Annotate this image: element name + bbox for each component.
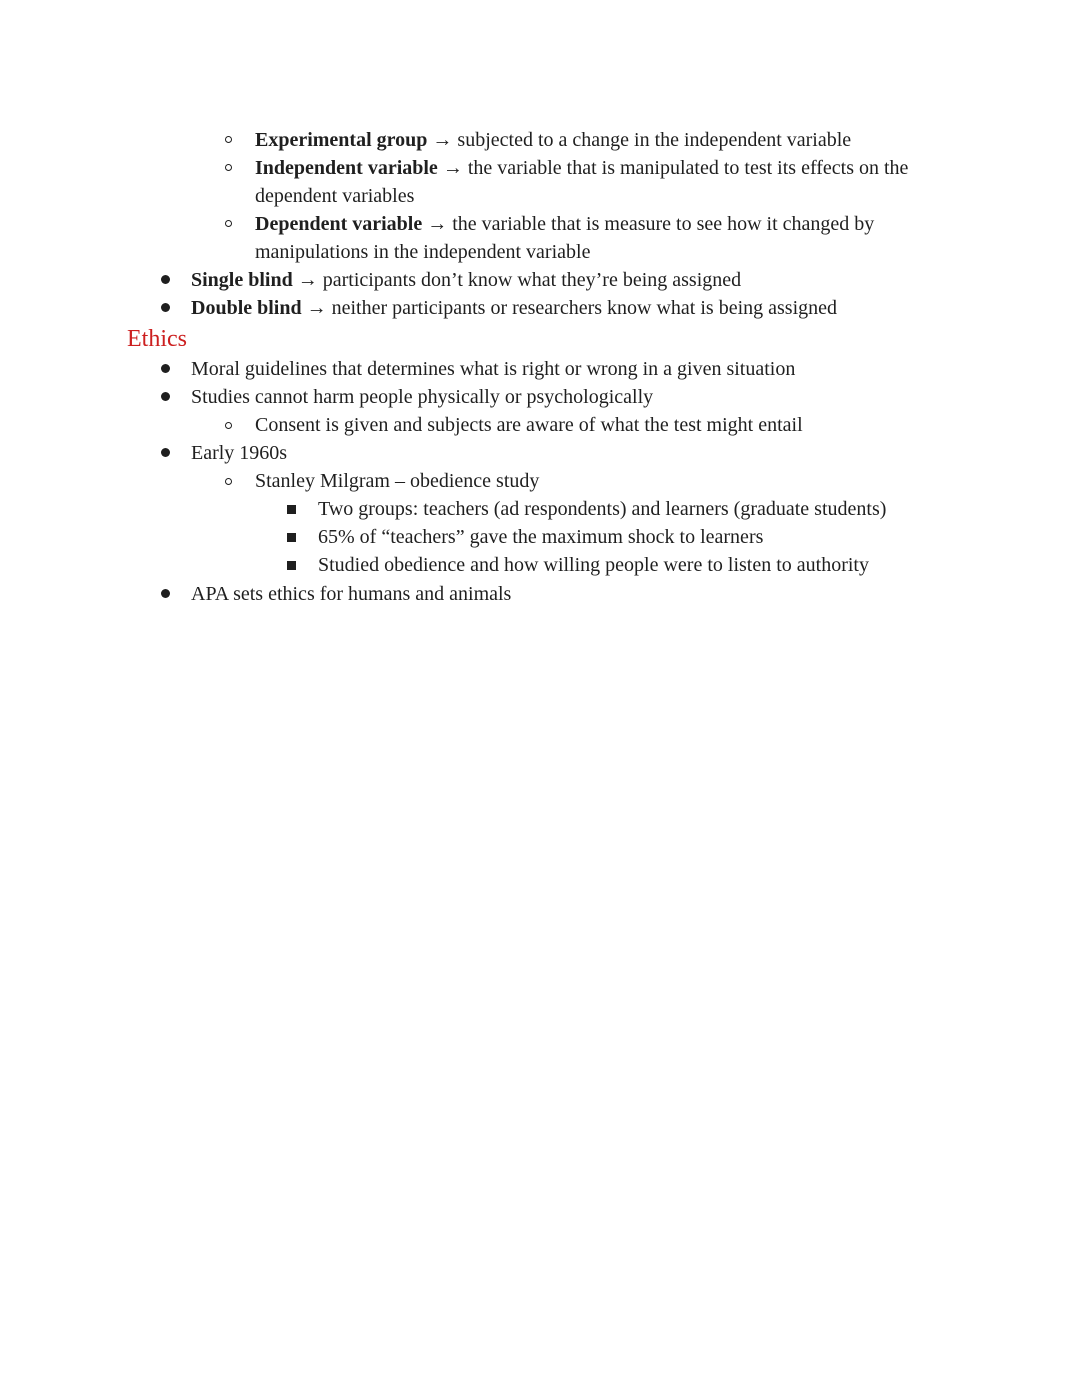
list-item-studied-obedience: Studied obedience and how willing people were to listen to authority [318, 554, 869, 576]
term-label: Experimental group [255, 129, 428, 151]
term-label: Dependent variable [255, 213, 423, 235]
list-item-milgram: Stanley Milgram – obedience study [255, 470, 540, 492]
arrow-glyph: → [437, 157, 468, 179]
list-item-dependent-variable [255, 210, 874, 238]
disc-bullet-icon [161, 448, 170, 457]
list-item-no-harm: Studies cannot harm people physically or psychologically [191, 386, 654, 408]
square-bullet-icon [287, 561, 296, 570]
list-item-experimental-group [255, 126, 851, 154]
list-item-two-groups: Two groups: teachers (ad respondents) and learners (graduate students) [318, 498, 887, 520]
disc-bullet-icon [161, 589, 170, 598]
disc-bullet-icon [161, 364, 170, 373]
circle-bullet-icon [225, 478, 232, 485]
list-item-early-1960s: Early 1960s [191, 442, 288, 464]
arrow-glyph: → [301, 297, 332, 319]
term-label: Double blind [191, 297, 302, 319]
list-item-consent: Consent is given and subjects are aware of what the test might entail [255, 414, 803, 436]
square-bullet-icon [287, 533, 296, 542]
list-item-percent: 65% of “teachers” gave the maximum shock to learners [318, 526, 764, 548]
definition-continuation: manipulations in the independent variable [255, 241, 591, 263]
list-item-independent-variable [255, 154, 908, 182]
list-item-single-blind [191, 266, 741, 294]
circle-bullet-icon [225, 164, 232, 171]
list-item-moral-guidelines: Moral guidelines that determines what is right or wrong in a given situation [191, 358, 796, 380]
list-item-apa: APA sets ethics for humans and animals [191, 583, 512, 605]
disc-bullet-icon [161, 392, 170, 401]
section-heading-ethics: Ethics [127, 326, 187, 352]
term-label: Independent variable [255, 157, 438, 179]
definition-text: the variable that is manipulated to test its effects on the [467, 157, 909, 179]
disc-bullet-icon [161, 275, 170, 284]
disc-bullet-icon [161, 303, 170, 312]
arrow-glyph: → [292, 269, 323, 291]
arrow-glyph: → [427, 129, 458, 151]
list-item-double-blind [191, 294, 837, 322]
definition-text: participants don’t know what they’re being assigned [322, 269, 742, 291]
definition-text: the variable that is measure to see how it changed by [452, 213, 875, 235]
arrow-glyph: → [422, 213, 453, 235]
circle-bullet-icon [225, 422, 232, 429]
term-label: Single blind [191, 269, 293, 291]
square-bullet-icon [287, 505, 296, 514]
definition-text: subjected to a change in the independent variable [457, 129, 852, 151]
definition-continuation: dependent variables [255, 185, 415, 207]
circle-bullet-icon [225, 220, 232, 227]
circle-bullet-icon [225, 136, 232, 143]
definition-text: neither participants or researchers know what is being assigned [331, 297, 837, 319]
